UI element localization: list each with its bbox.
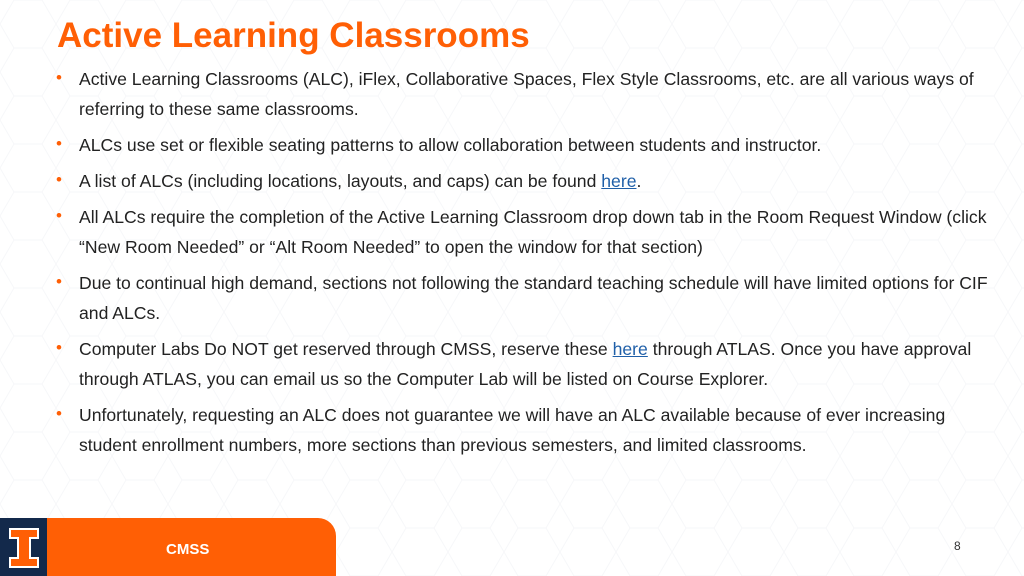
atlas-link[interactable]: here [612,339,648,359]
bullet-item [56,64,1001,124]
bullet-item [56,130,1001,160]
alc-list-link[interactable]: here [601,171,637,191]
bullet-text: All ALCs require the completion of the Active Learning Classroom drop down tab in the Room Request Window (click “New Room Needed” or “Alt Room Needed” to open the window for that section) [79,207,987,257]
bullet-item [56,268,1001,328]
bullet-item [56,400,1001,460]
bullet-item [56,202,1001,262]
bullet-text: Unfortunately, requesting an ALC does not guarantee we will have an ALC available because of ever increasing student enrollment numbers, more sections than previous semesters, and limited classrooms. [79,405,946,455]
bullet-text: ALCs use set or flexible seating patterns to allow collaboration between students and instructor. [79,135,822,155]
footer-label: CMSS [166,541,210,558]
bullet-text: Active Learning Classrooms (ALC), iFlex, Collaborative Spaces, Flex Style Classrooms, etc. are all various ways of referring to these same classrooms. [79,69,974,119]
bullet-item [56,334,1001,394]
bullet-text: Due to continual high demand, sections not following the standard teaching schedule will have limited options for CIF and ALCs. [79,273,988,323]
bullet-dot-icon: • [56,272,62,291]
footer-logo-box [0,518,47,576]
bullet-dot-icon: • [56,206,62,225]
bullet-text: A list of ALCs (including locations, layouts, and caps) can be found [79,171,602,191]
bullet-dot-icon: • [56,404,62,423]
block-i-logo-icon [9,528,39,568]
bullet-dot-icon: • [56,170,62,189]
bullet-dot-icon: • [56,338,62,357]
bullet-item [56,166,1001,196]
bullet-text: through ATLAS. Once you have approval through ATLAS, you can email us so the Computer Lab will be listed on Course Explorer. [79,339,972,389]
page-number: 8 [954,539,961,553]
bullet-dot-icon: • [56,68,62,87]
bullet-text: . [636,171,642,191]
slide-title: Active Learning Classrooms [57,16,530,55]
bullet-text: Computer Labs Do NOT get reserved through CMSS, reserve these [79,339,613,359]
bullet-dot-icon: • [56,134,62,153]
bullet-list [56,64,1001,466]
